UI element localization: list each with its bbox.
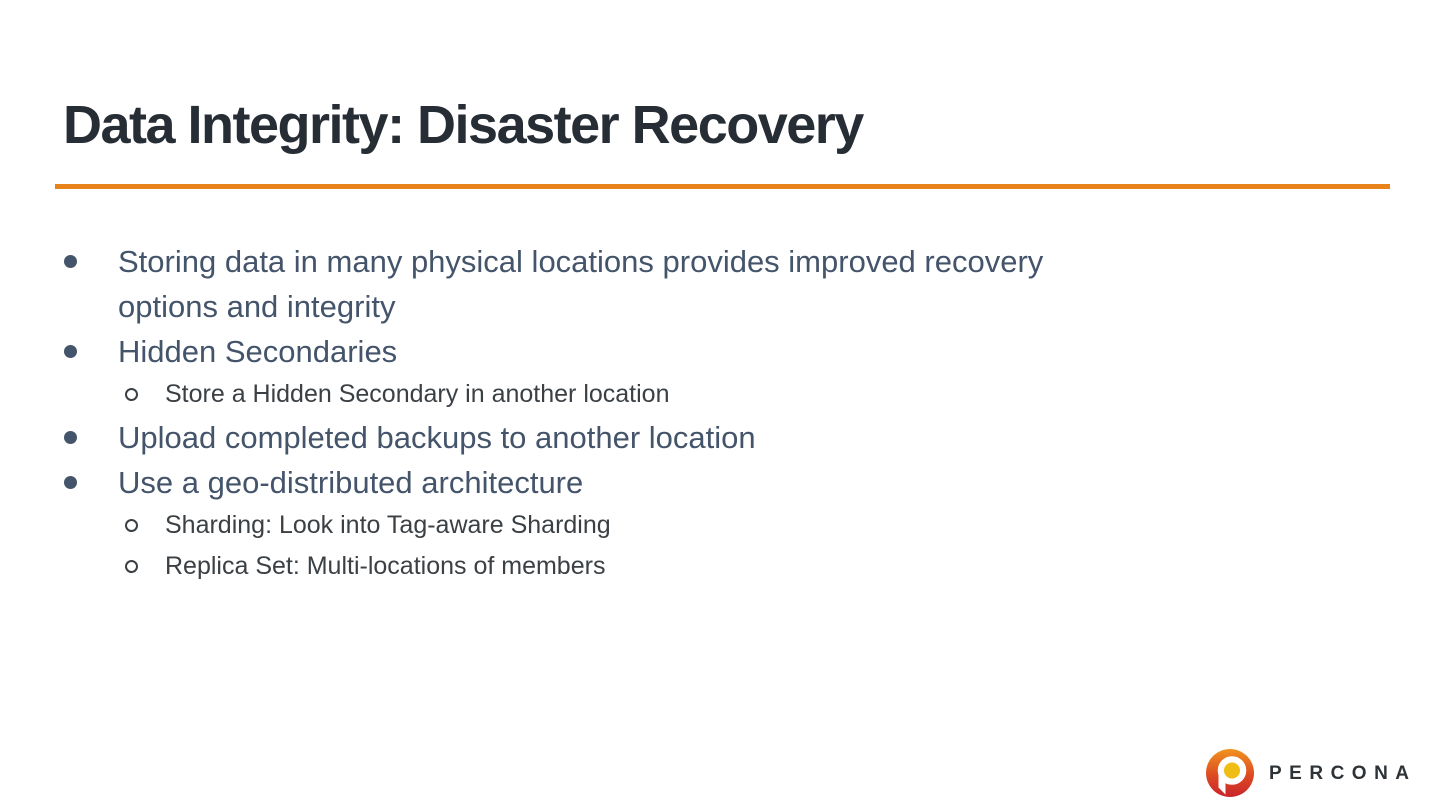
- bullet-item-storing-data: [0, 239, 1380, 329]
- hollow-bullet-icon: [125, 560, 138, 573]
- bullet-text-line: options and integrity: [118, 289, 396, 324]
- bullet-text-line: Replica Set: Multi-locations of members: [165, 552, 606, 580]
- hollow-bullet-icon: [125, 519, 138, 532]
- bullet-item-geo-distributed: [0, 460, 1380, 505]
- bullet-text-line: Hidden Secondaries: [118, 334, 398, 369]
- bullet-text-line: Storing data in many physical locations provides improved recovery: [118, 244, 1044, 279]
- hollow-bullet-icon: [125, 388, 138, 401]
- bullet-text-line: Store a Hidden Secondary in another location: [165, 380, 670, 408]
- sub-bullet-item-sharding: [0, 505, 1380, 546]
- bullet-text-line: Sharding: Look into Tag-aware Sharding: [165, 511, 611, 539]
- filled-bullet-icon: [64, 431, 77, 444]
- bullet-item-hidden-secondaries: [0, 329, 1380, 374]
- filled-bullet-icon: [64, 476, 77, 489]
- title-underline-rule: [55, 184, 1390, 189]
- percona-logo-mark-icon: [1206, 749, 1254, 797]
- bullet-text-line: Use a geo-distributed architecture: [118, 465, 584, 500]
- percona-wordmark: PERCONA: [1269, 763, 1417, 784]
- slide-title: Data Integrity: Disaster Recovery: [63, 95, 863, 155]
- sub-bullet-item-replica-set: [0, 546, 1380, 587]
- sub-bullet-item-store-hidden-secondary: [0, 374, 1380, 415]
- percona-logo: [1206, 749, 1417, 797]
- filled-bullet-icon: [64, 345, 77, 358]
- bullet-item-upload-backups: [0, 415, 1380, 460]
- bullet-list: [0, 239, 1380, 587]
- bullet-text-line: Upload completed backups to another location: [118, 420, 756, 455]
- filled-bullet-icon: [64, 255, 77, 268]
